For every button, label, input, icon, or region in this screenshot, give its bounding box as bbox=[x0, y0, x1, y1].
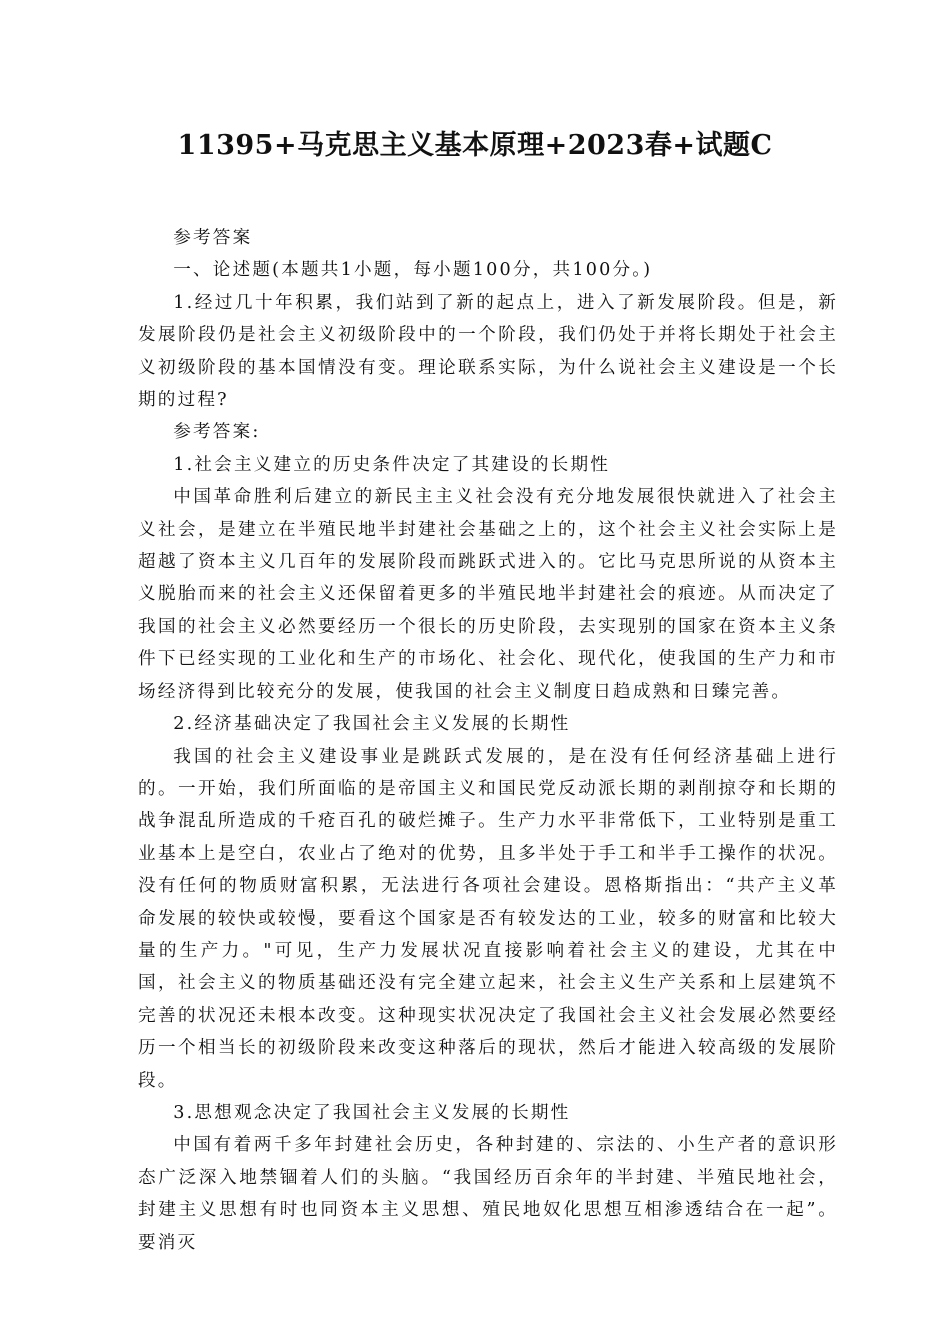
section-heading: 一、论述题(本题共1小题，每小题100分，共100分。) bbox=[173, 260, 653, 281]
point-heading-1: 1.社会主义建立的历史条件决定了其建设的长期性 bbox=[173, 454, 611, 475]
point-paragraph-2: 我国的社会主义建设事业是跳跃式发展的，是在没有任何经济基础上进行的。一开始，我们所面临的是帝国主义和国民党反动派长期的剥削掠夺和长期的战争混乱所造成的千疮百孔的破烂摊子。生产力水平非常低下，工业特别是重工业基本上是空白，农业占了绝对的优势，且多半处于手工和半手工操作的状况。没有任何的物质财富积累，无法进行各项社会建设。恩格斯指出：“共产主义革命发展的较快或较慢，要看这个国家是否有较发达的工业，较多的财富和比较大量的生产力。"可见，生产力发展状况直接影响着社会主义的建设，尤其在中国，社会主义的物质基础还没有完全建立起来，社会主义生产关系和上层建筑不完善的状况还未根本改变。这种现实状况决定了我国社会主义社会发展必然要经历一个相当长的初级阶段来改变这种落后的现状，然后才能进入较高级的发展阶段。 bbox=[138, 746, 838, 1091]
point-paragraph-1: 中国革命胜利后建立的新民主主义社会没有充分地发展很快就进入了社会主义社会，是建立在半殖民地半封建社会基础之上的，这个社会主义社会实际上是超越了资本主义几百年的发展阶段而跳跃式进入的。它比马克思所说的从资本主义脱胎而来的社会主义还保留着更多的半殖民地半封建社会的痕迹。从而决定了我国的社会主义必然要经历一个很长的历史阶段，去实现别的国家在资本主义条件下已经实现的工业化和生产的市场化、社会化、现代化，使我国的生产力和市场经济得到比较充分的发展，使我国的社会主义制度日趋成熟和日臻完善。 bbox=[138, 487, 838, 702]
question-paragraph: 1.经过几十年积累，我们站到了新的起点上，进入了新发展阶段。但是，新发展阶段仍是社会主义初级阶段中的一个阶段，我们仍处于并将长期处于社会主义初级阶段的基本国情没有变。理论联系实际，为什么说社会主义建设是一个长期的过程? bbox=[138, 292, 838, 411]
point-heading-2: 2.经济基础决定了我国社会主义发展的长期性 bbox=[173, 714, 571, 735]
answer-label: 参考答案: bbox=[173, 422, 261, 443]
point-paragraph-3: 中国有着两千多年封建社会历史，各种封建的、宗法的、小生产者的意识形态广泛深入地禁锢着人们的头脑。“我国经历百余年的半封建、半殖民地社会，封建主义思想有时也同资本主义思想、殖民地奴化思想互相渗透结合在一起”。要消灭 bbox=[138, 1135, 838, 1253]
document-body bbox=[138, 222, 838, 1259]
document-title: 11395+马克思主义基本原理+2023春+试题C bbox=[177, 130, 773, 161]
point-heading-3: 3.思想观念决定了我国社会主义发展的长期性 bbox=[173, 1102, 571, 1123]
answer-heading: 参考答案 bbox=[173, 228, 253, 248]
